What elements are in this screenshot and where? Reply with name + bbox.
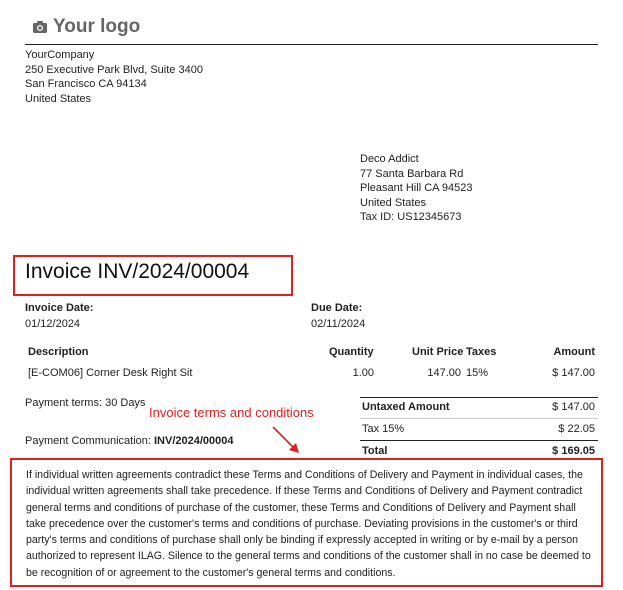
payment-communication bbox=[25, 435, 234, 447]
col-header-amount: Amount bbox=[553, 346, 595, 358]
annotation-label: Invoice terms and conditions bbox=[149, 405, 314, 420]
totals-top-divider bbox=[360, 397, 598, 398]
col-header-description: Description bbox=[28, 346, 89, 358]
col-header-taxes: Taxes bbox=[466, 346, 497, 358]
logo-text: Your logo bbox=[53, 16, 141, 37]
partner-name: Deco Addict bbox=[360, 153, 419, 165]
due-date-label: Due Date: bbox=[311, 302, 363, 314]
line-unit-price: 147.00 bbox=[427, 367, 461, 379]
col-header-quantity: Quantity bbox=[329, 346, 374, 358]
camera-icon bbox=[33, 21, 47, 33]
invoice-date-value: 01/12/2024 bbox=[25, 318, 81, 330]
untaxed-amount-value: $ 147.00 bbox=[552, 401, 595, 413]
company-address bbox=[25, 48, 203, 106]
partner-street: 77 Santa Barbara Rd bbox=[360, 167, 464, 180]
invoice-date-label: Invoice Date: bbox=[25, 302, 94, 314]
col-header-unit-price: Unit Price bbox=[412, 346, 464, 358]
annotation-arrow-icon bbox=[270, 424, 304, 458]
partner-country: United States bbox=[360, 196, 427, 209]
terms-and-conditions: If individual written agreements contradict these Terms and Conditions of Delivery and Payment in individual cases, the individual written agreements shall take precedence. If these Terms and Conditions of Delivery and Payment contradict general terms and conditions of purchase of the customer, these Terms and Conditions of Delivery and Payment shall take precedence over the customer's terms and conditions of purchase. Deviating provisions in the customer's or third party's terms and conditions of purchase shall only be binding if expressly accepted in writing or by e-mail by a person authorized to represent ILAG. Silence to the general terms and conditions of the customer shall in no case be deemed to be recognition of or agreement to the customer's general terms and conditions. bbox=[26, 469, 591, 579]
payment-communication-value: INV/2024/00004 bbox=[154, 435, 234, 447]
company-name: YourCompany bbox=[25, 49, 95, 61]
partner-city: Pleasant Hill CA 94523 bbox=[360, 182, 473, 195]
company-address-line1: 250 Executive Park Blvd, Suite 3400 bbox=[25, 63, 203, 76]
due-date-value: 02/11/2024 bbox=[311, 318, 366, 330]
partner-address bbox=[360, 152, 473, 225]
payment-communication-label: Payment Communication: bbox=[25, 435, 154, 447]
tax-value: $ 22.05 bbox=[558, 423, 595, 435]
payment-terms: Payment terms: 30 Days bbox=[25, 397, 146, 409]
tax-label: Tax 15% bbox=[362, 423, 405, 435]
total-divider bbox=[360, 440, 598, 441]
total-value: $ 169.05 bbox=[552, 445, 595, 457]
line-taxes: 15% bbox=[466, 367, 489, 379]
header-divider bbox=[25, 44, 598, 45]
untaxed-amount-label: Untaxed Amount bbox=[362, 401, 450, 413]
line-description: [E-COM06] Corner Desk Right Sit bbox=[28, 367, 193, 379]
company-country: United States bbox=[25, 92, 92, 105]
line-quantity: 1.00 bbox=[352, 367, 374, 379]
company-logo bbox=[33, 16, 140, 38]
line-amount: $ 147.00 bbox=[552, 367, 595, 379]
total-label: Total bbox=[362, 445, 388, 457]
invoice-title: Invoice INV/2024/00004 bbox=[25, 260, 250, 283]
company-address-line2: San Francisco CA 94134 bbox=[25, 78, 147, 91]
partner-tax-id: Tax ID: US12345673 bbox=[360, 211, 462, 224]
totals-divider bbox=[360, 418, 598, 419]
